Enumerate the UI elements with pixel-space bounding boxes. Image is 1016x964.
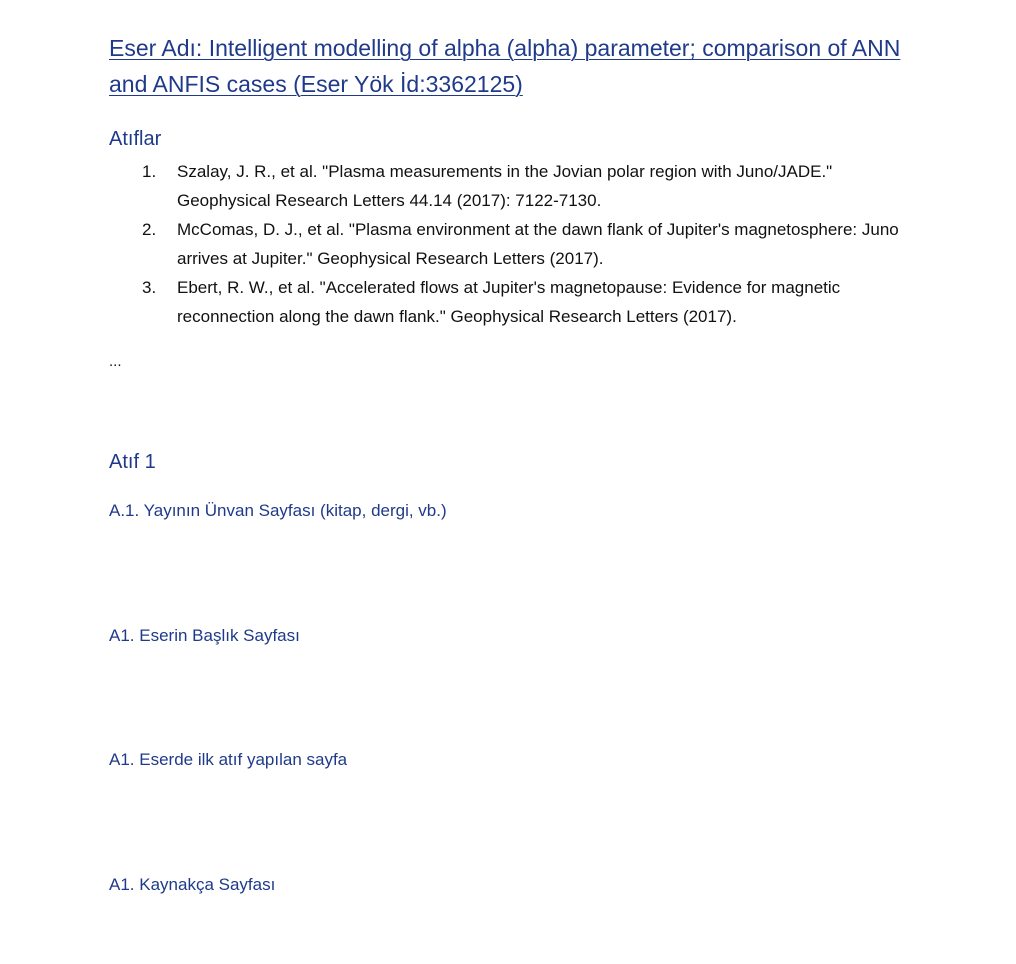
- citation-1-heading: Atıf 1: [109, 451, 156, 473]
- citation-list: [109, 157, 929, 331]
- citations-heading: Atıflar: [109, 128, 162, 150]
- citation-item: [109, 273, 929, 331]
- citation-number: 1.: [142, 162, 157, 181]
- citation-number: 3.: [142, 278, 157, 297]
- citation-text: Ebert, R. W., et al. "Accelerated flows at Jupiter's magnetopause: Evidence for magnetic reconnection along the dawn flank." Geophysical Research Letters (2017).: [177, 278, 841, 326]
- citation-number: 2.: [142, 220, 157, 239]
- list-continuation-ellipsis: ...: [109, 353, 122, 370]
- subsection-work-title-page: A1. Eserin Başlık Sayfası: [109, 626, 300, 645]
- document-title: Eser Adı: Intelligent modelling of alpha (alpha) parameter; comparison of ANN and ANFIS cases (Eser Yök İd:3362125): [109, 35, 901, 97]
- citation-item: [109, 215, 929, 273]
- citation-text: McComas, D. J., et al. "Plasma environment at the dawn flank of Jupiter's magnetosphere: Juno arrives at Jupiter." Geophysical Research Letters (2017).: [177, 220, 899, 268]
- citation-text: Szalay, J. R., et al. "Plasma measurements in the Jovian polar region with Juno/JADE." Geophysical Research Letters 44.14 (2017): 7122-7130.: [177, 162, 833, 210]
- subsection-bibliography-page: A1. Kaynakça Sayfası: [109, 875, 276, 894]
- subsection-publication-title-page: A.1. Yayının Ünvan Sayfası (kitap, dergi, vb.): [109, 501, 447, 520]
- subsection-first-citation-page: A1. Eserde ilk atıf yapılan sayfa: [109, 750, 348, 769]
- citation-item: [109, 157, 929, 215]
